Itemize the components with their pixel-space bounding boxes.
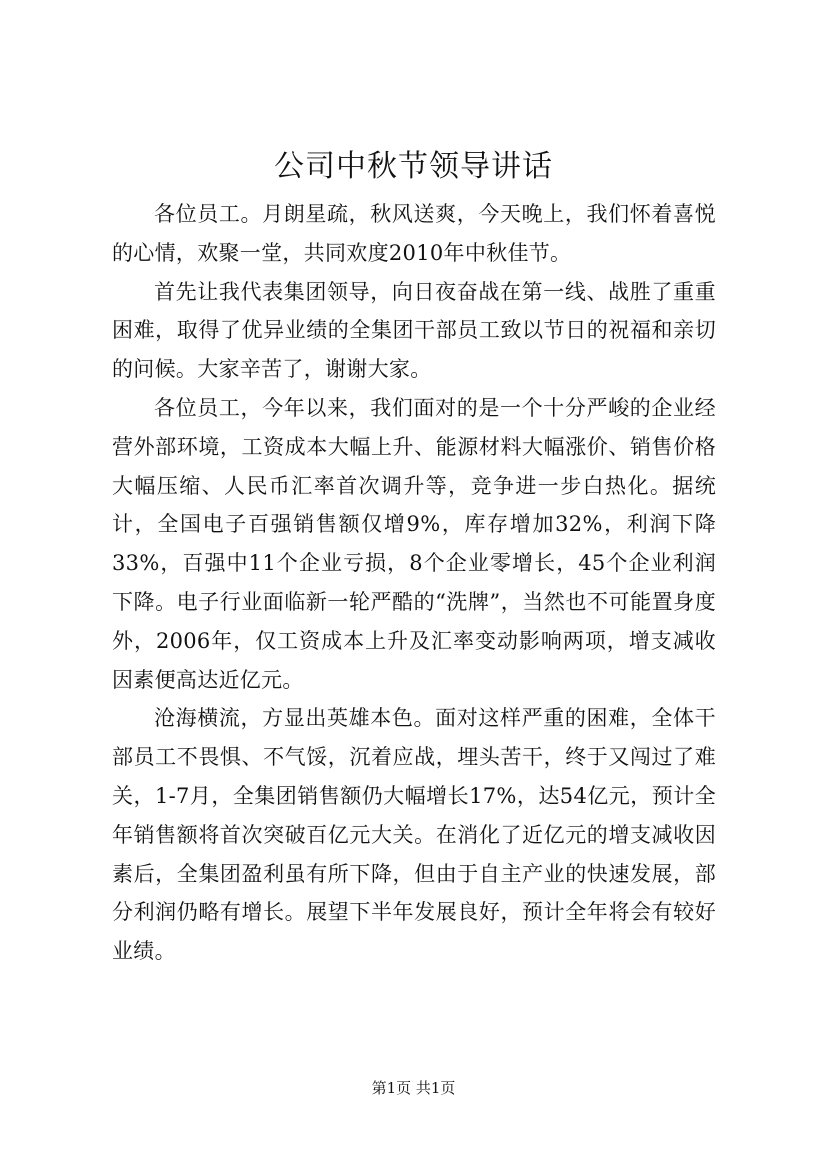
paragraph-achievements: 沧海横流，方显出英雄本色。面对这样严重的困难，全体干部员工不畏惧、不气馁，沉着应战，埋头苦干，终于又闯过了难关，1-7月，全集团销售额仍大幅增长17%，达54亿元，预计全年销售额将首次突破百亿元大关。在消化了近亿元的增支减收因素后，全集团盈利虽有所下降，但由于自主产业的快速发展，部分利润仍略有增长。展望下半年发展良好，预计全年将会有较好业绩。 bbox=[112, 706, 716, 964]
document-body bbox=[112, 195, 716, 971]
paragraph-greeting: 各位员工。月朗星疏，秋风送爽，今天晚上，我们怀着喜悦的心情，欢聚一堂，共同欢度2010年中秋佳节。 bbox=[112, 202, 716, 265]
document-title: 公司中秋节领导讲话 bbox=[274, 149, 553, 184]
page-footer: 第1页 共1页 bbox=[371, 1079, 456, 1097]
paragraph-thanks: 首先让我代表集团领导，向日夜奋战在第一线、战胜了重重困难，取得了优异业绩的全集团干部员工致以节日的祝福和亲切的问候。大家辛苦了，谢谢大家。 bbox=[112, 279, 716, 382]
paragraph-environment: 各位员工，今年以来，我们面对的是一个十分严峻的企业经营外部环境，工资成本大幅上升、能源材料大幅涨价、销售价格大幅压缩、人民币汇率首次调升等，竞争进一步白热化。据统计，全国电子百强销售额仅增9%，库存增加32%，利润下降33%，百强中11个企业亏损，8个企业零增长，45个企业利润下降。电子行业面临新一轮严酷的“洗牌”，当然也不可能置身度外，2006年，仅工资成本上升及汇率变动影响两项，增支减收因素便高达近亿元。 bbox=[112, 395, 716, 692]
